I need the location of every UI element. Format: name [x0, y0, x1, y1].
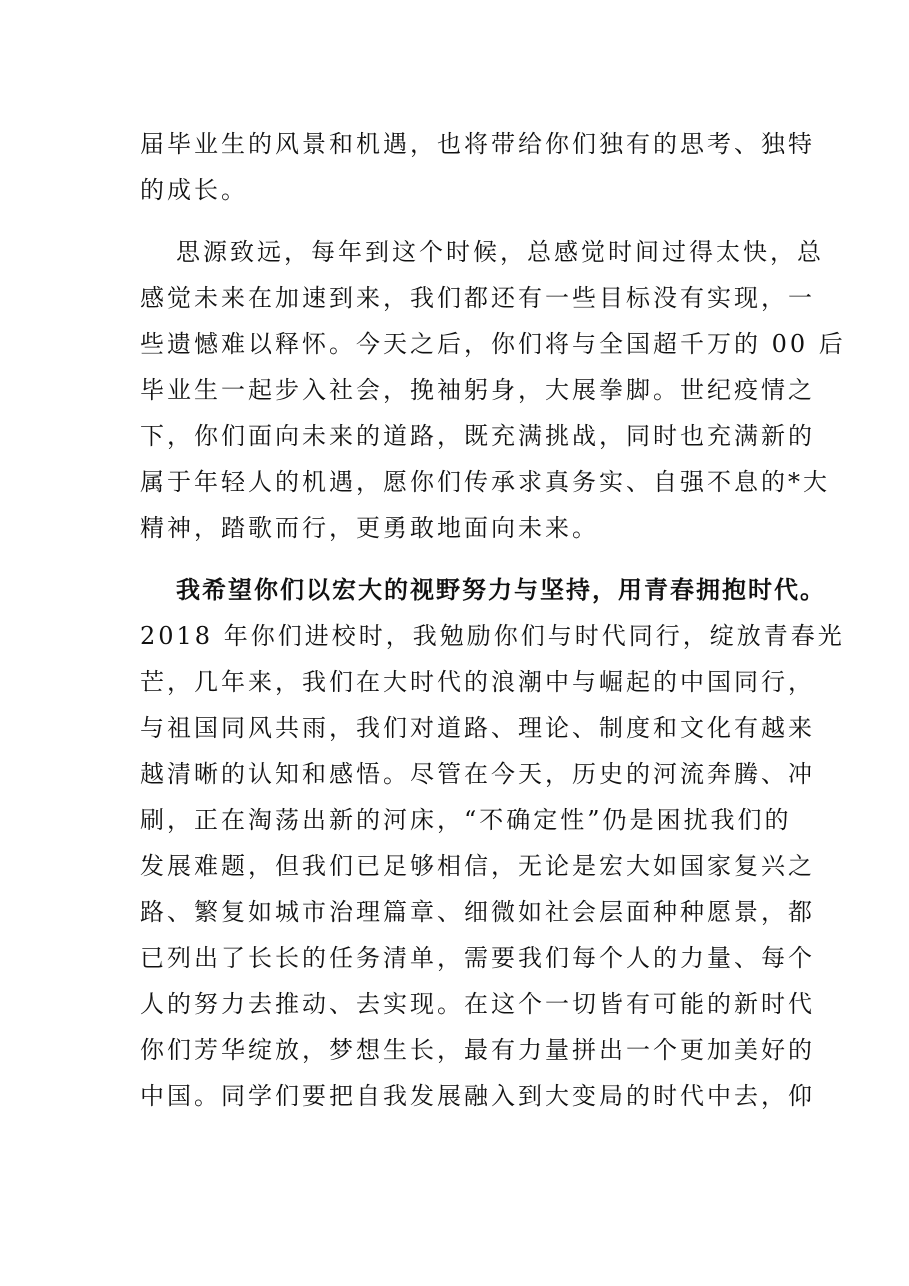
paragraph-1-line-2: 的成长。 — [140, 176, 248, 204]
paragraph-3-line-4: 越清晰的认知和感悟。尽管在今天，历史的河流奔腾、冲 — [140, 760, 815, 788]
paragraph-3-line-5: 刷，正在淘荡出新的河床，“不确定性”仍是困扰我们的 — [140, 806, 792, 834]
paragraph-2-line-1: 思源致远，每年到这个时候，总感觉时间过得太快，总 — [176, 238, 824, 266]
paragraph-2-line-6: 属于年轻人的机遇，愿你们传承求真务实、自强不息的*大 — [140, 468, 830, 496]
paragraph-2-line-7: 精神，踏歌而行，更勇敢地面向未来。 — [140, 514, 599, 542]
paragraph-3-line-8: 已列出了长长的任务清单，需要我们每个人的力量、每个 — [140, 944, 815, 972]
paragraph-2-line-4: 毕业生一起步入社会，挽袖躬身，大展拳脚。世纪疫情之 — [140, 376, 815, 404]
paragraph-3-line-3: 与祖国同风共雨，我们对道路、理论、制度和文化有越来 — [140, 714, 815, 742]
paragraph-3-line-6: 发展难题，但我们已足够相信，无论是宏大如国家复兴之 — [140, 852, 815, 880]
paragraph-2-line-5: 下，你们面向未来的道路，既充满挑战，同时也充满新的 — [140, 422, 815, 450]
paragraph-2-line-2: 感觉未来在加速到来，我们都还有一些目标没有实现，一 — [140, 284, 815, 312]
paragraph-3-line-10: 你们芳华绽放，梦想生长，最有力量拼出一个更加美好的 — [140, 1036, 815, 1064]
paragraph-3-line-9: 人的努力去推动、去实现。在这个一切皆有可能的新时代 — [140, 990, 815, 1018]
paragraph-1-line-1: 届毕业生的风景和机遇，也将带给你们独有的思考、独特 — [140, 130, 815, 158]
paragraph-3-line-1: 2018 年你们进校时，我勉励你们与时代同行，绽放青春光 — [140, 622, 845, 650]
paragraph-3-line-2: 芒，几年来，我们在大时代的浪潮中与崛起的中国同行， — [140, 668, 815, 696]
paragraph-3-heading: 我希望你们以宏大的视野努力与坚持，用青春拥抱时代。 — [176, 575, 826, 604]
paragraph-3-line-7: 路、繁复如城市治理篇章、细微如社会层面种种愿景，都 — [140, 898, 815, 926]
paragraph-2-line-3: 些遗憾难以释怀。今天之后，你们将与全国超千万的 00 后 — [140, 330, 846, 358]
paragraph-3-line-11: 中国。同学们要把自我发展融入到大变局的时代中去，仰 — [140, 1082, 815, 1110]
